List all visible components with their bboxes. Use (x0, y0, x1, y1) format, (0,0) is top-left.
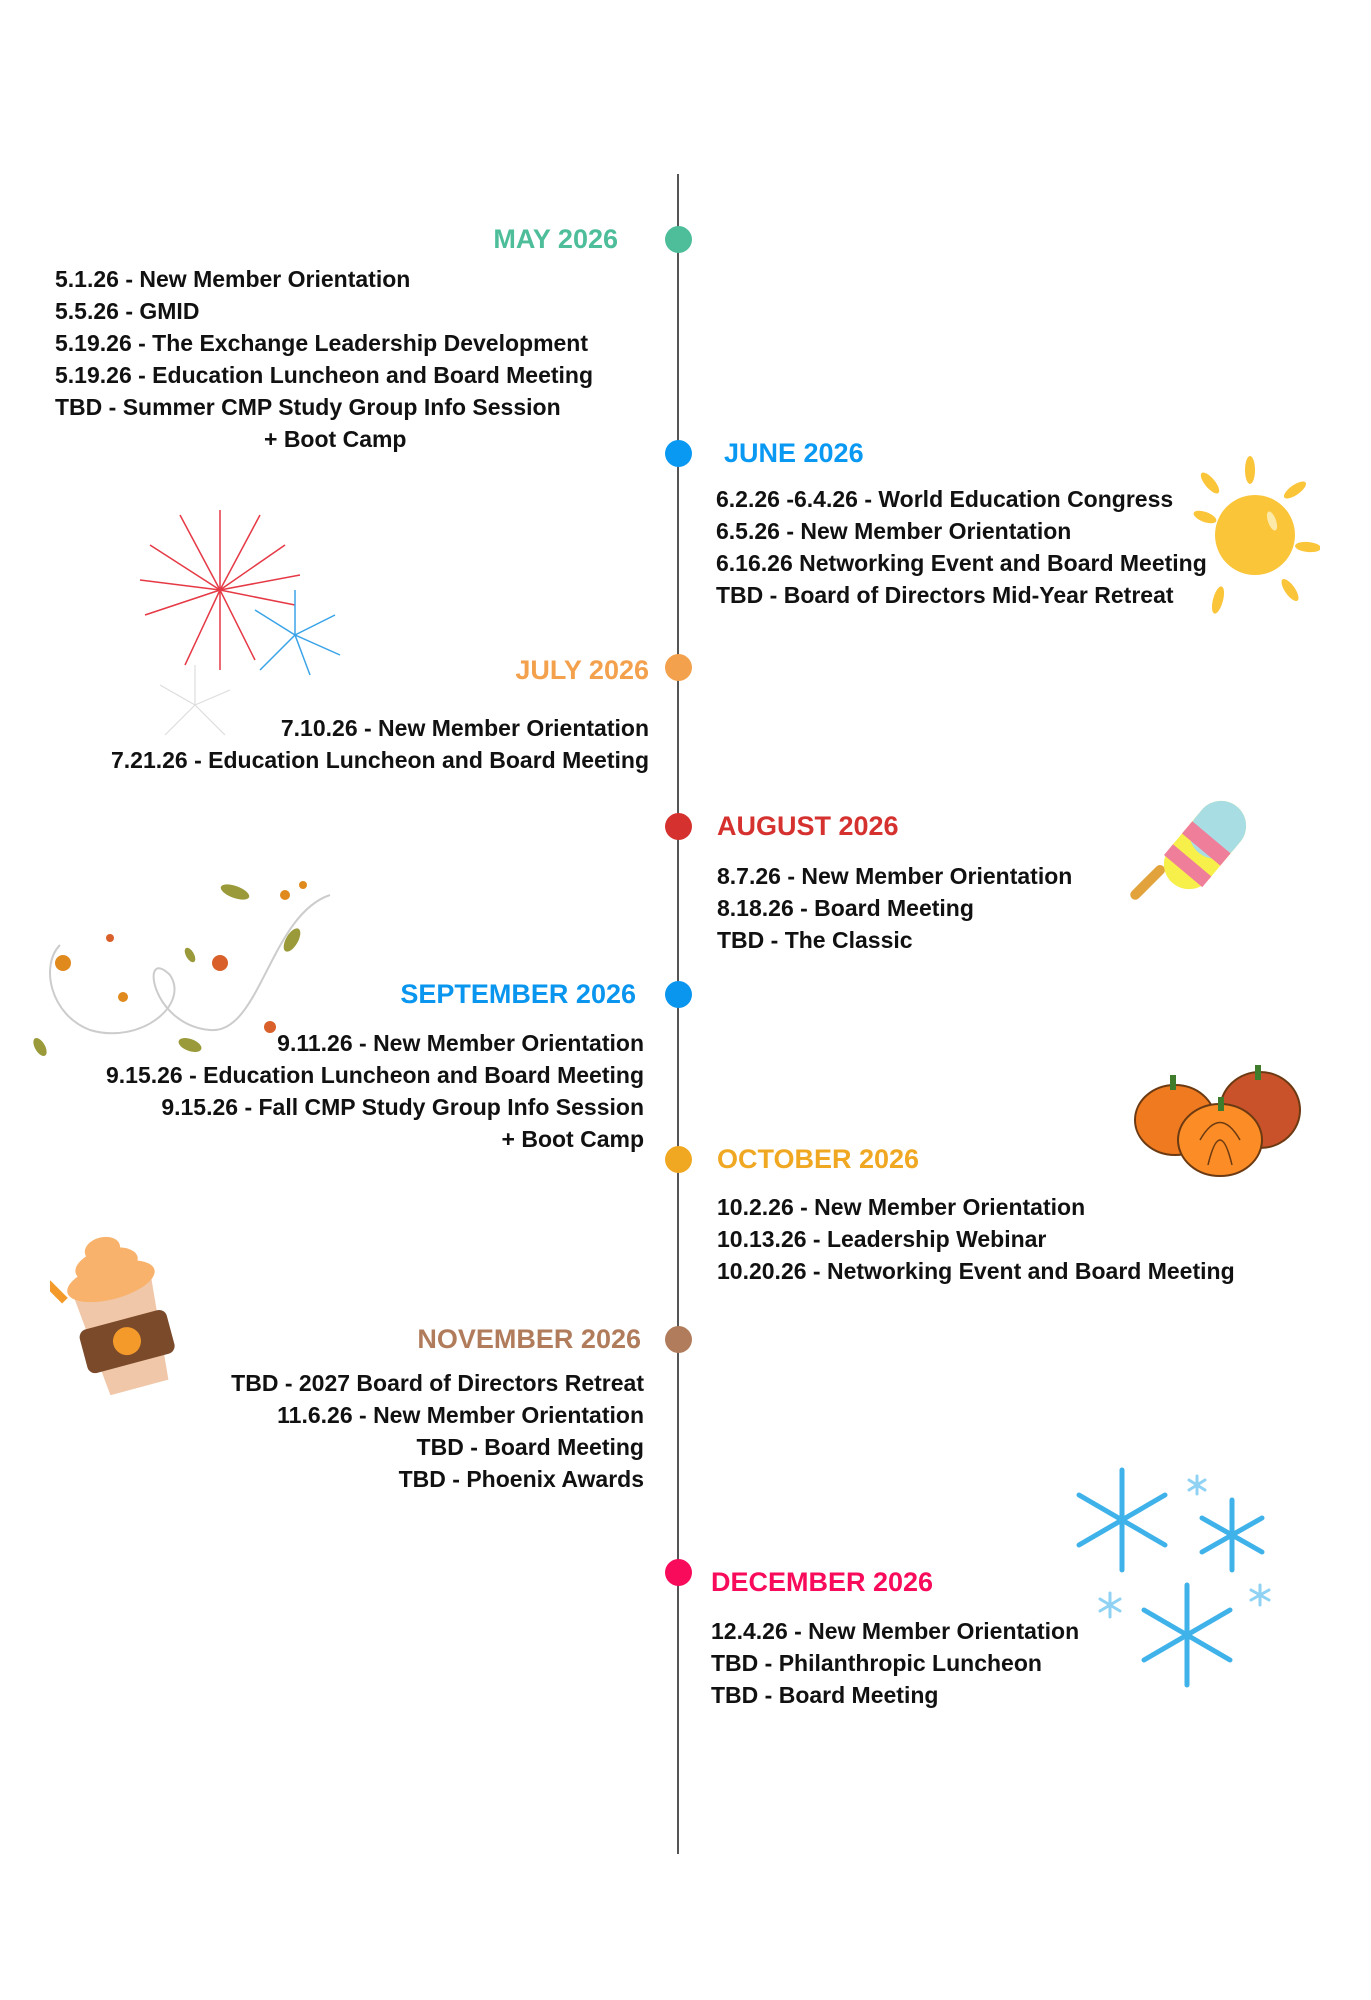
timeline-dot-august (665, 813, 692, 840)
event-item: 10.13.26 - Leadership Webinar (717, 1226, 1047, 1252)
event-item: TBD - Board Meeting (711, 1682, 939, 1708)
event-list-may (55, 263, 593, 455)
month-heading-december: DECEMBER 2026 (711, 1567, 934, 1597)
event-list-december (711, 1615, 1079, 1711)
event-item: + Boot Camp (501, 1126, 644, 1152)
event-item: 9.15.26 - Education Luncheon and Board Meeting (105, 1062, 644, 1088)
event-item: 6.2.26 -6.4.26 - World Education Congress (716, 486, 1174, 512)
sun-icon (1190, 455, 1320, 615)
month-heading-august: AUGUST 2026 (717, 811, 899, 841)
event-item: 5.19.26 - The Exchange Leadership Development (55, 330, 589, 356)
month-heading-june: JUNE 2026 (724, 438, 864, 468)
event-item: 5.19.26 - Education Luncheon and Board Meeting (55, 362, 594, 388)
event-list-august (717, 860, 1072, 956)
event-item: TBD - Board Meeting (416, 1434, 644, 1460)
event-item: 6.5.26 - New Member Orientation (716, 518, 1072, 544)
month-heading-september: SEPTEMBER 2026 (400, 979, 636, 1009)
event-item: TBD - The Classic (717, 927, 913, 953)
event-item: 5.1.26 - New Member Orientation (55, 266, 411, 292)
timeline-dot-may (665, 226, 692, 253)
event-item: 9.11.26 - New Member Orientation (277, 1030, 644, 1056)
event-list-june (716, 483, 1207, 611)
event-item: TBD - Summer CMP Study Group Info Session (55, 394, 561, 420)
timeline-dot-july (665, 654, 692, 681)
event-item: 9.15.26 - Fall CMP Study Group Info Session (161, 1094, 644, 1120)
event-item: 10.2.26 - New Member Orientation (717, 1194, 1086, 1220)
event-item: 7.21.26 - Education Luncheon and Board Meeting (110, 747, 649, 773)
month-heading-october: OCTOBER 2026 (717, 1144, 920, 1174)
pumpkin-spice-latte-icon (50, 1225, 185, 1395)
snowflakes-icon (1070, 1465, 1275, 1690)
event-item: TBD - Philanthropic Luncheon (711, 1650, 1042, 1676)
event-item: 11.6.26 - New Member Orientation (277, 1402, 644, 1428)
month-heading-july: JULY 2026 (515, 655, 649, 685)
timeline-dot-october (665, 1146, 692, 1173)
event-item: 8.18.26 - Board Meeting (717, 895, 974, 921)
event-item: 7.10.26 - New Member Orientation (280, 715, 649, 741)
event-list-september (106, 1027, 644, 1155)
pumpkins-icon (1130, 1055, 1305, 1180)
timeline-line (677, 174, 679, 1854)
event-item: 8.7.26 - New Member Orientation (717, 863, 1073, 889)
popsicle-icon (1125, 790, 1260, 915)
event-item: TBD - 2027 Board of Directors Retreat (231, 1370, 644, 1396)
event-list-november (231, 1367, 644, 1495)
event-item: TBD - Phoenix Awards (398, 1466, 644, 1492)
timeline-dot-june (665, 440, 692, 467)
event-item: TBD - Board of Directors Mid-Year Retreat (716, 582, 1174, 608)
timeline-dot-november (665, 1326, 692, 1353)
event-item: 6.16.26 Networking Event and Board Meeting (716, 550, 1207, 576)
fireworks-icon (135, 505, 350, 745)
timeline-dot-september (665, 981, 692, 1008)
event-item: + Boot Camp (264, 426, 407, 452)
event-item: 10.20.26 - Networking Event and Board Meeting (717, 1258, 1235, 1284)
month-heading-may: MAY 2026 (493, 224, 618, 254)
event-item: 5.5.26 - GMID (55, 298, 200, 324)
month-heading-november: NOVEMBER 2026 (417, 1324, 641, 1354)
timeline-dot-december (665, 1559, 692, 1586)
event-list-october (717, 1191, 1235, 1287)
event-item: 12.4.26 - New Member Orientation (711, 1618, 1080, 1644)
event-list-july (111, 712, 649, 776)
